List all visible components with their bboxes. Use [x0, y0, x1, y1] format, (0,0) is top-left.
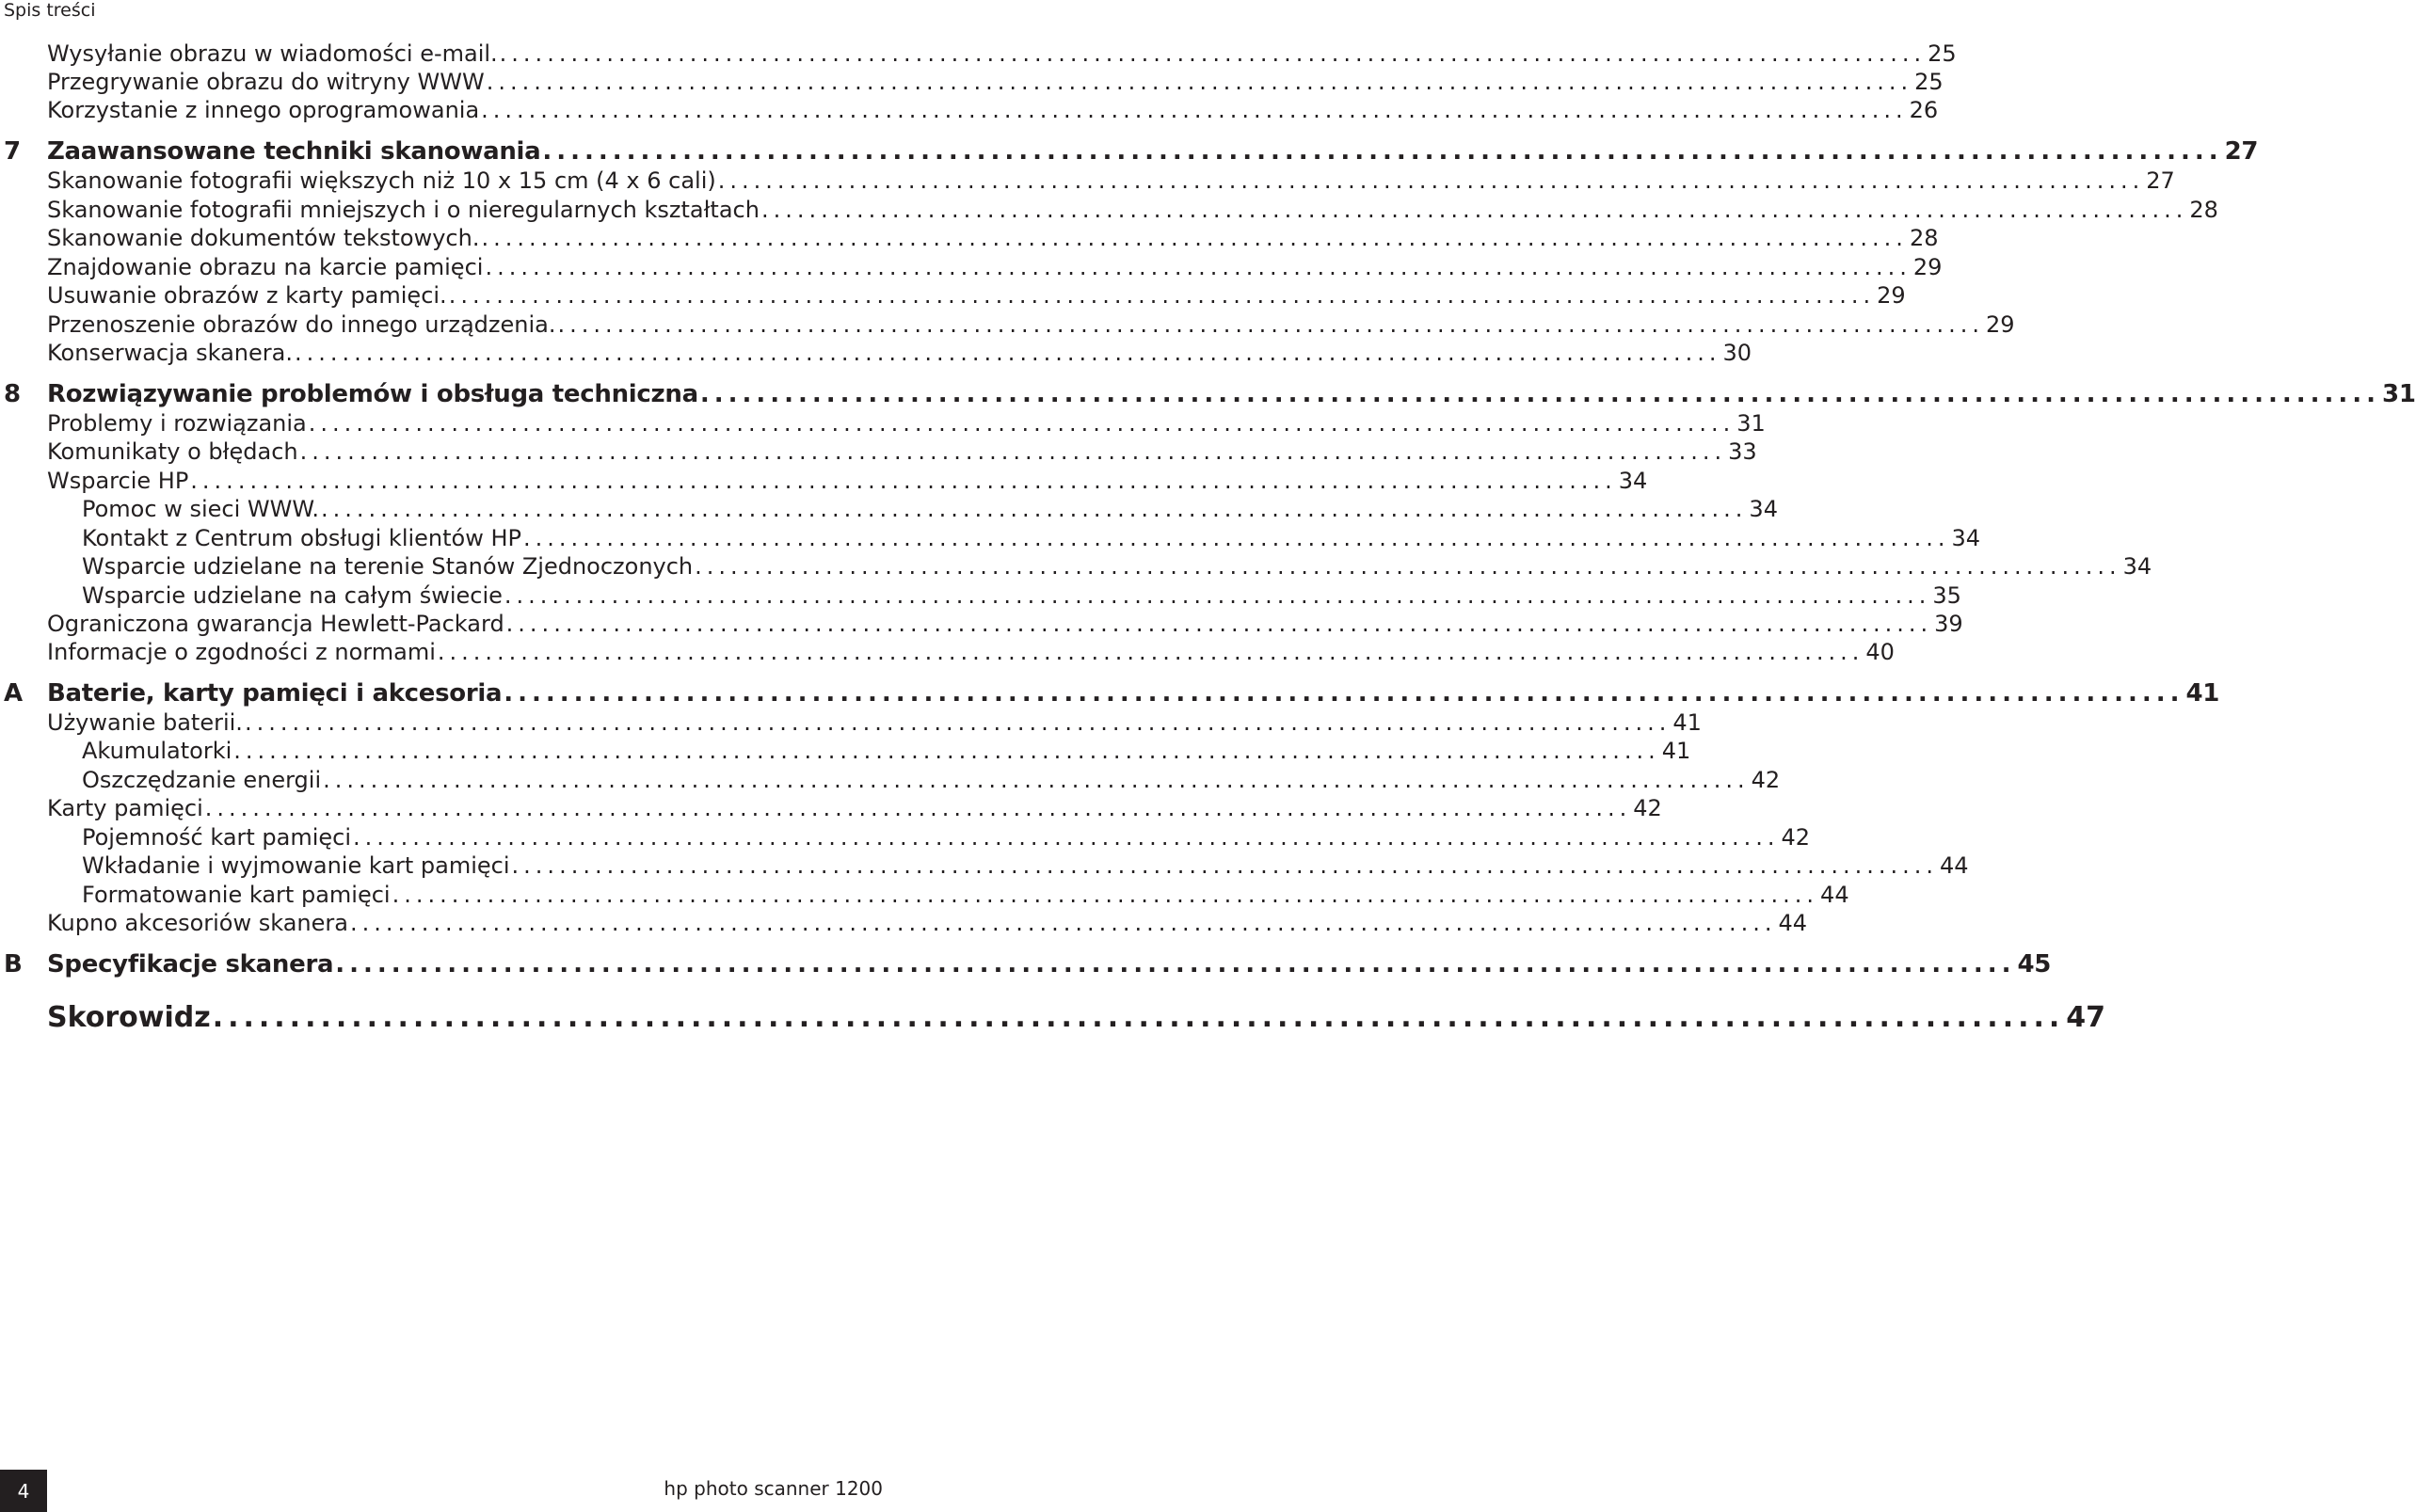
toc-entry[interactable] [47, 436, 1757, 468]
toc-entry-title: Kupno akcesoriów skanera [47, 910, 348, 936]
dot-leader: ........................................................................................................................ [294, 340, 1721, 366]
product-name: hp photo scanner 1200 [664, 1477, 883, 1500]
toc-entry-page: 28 [2189, 197, 2218, 223]
toc-entry-title: Skorowidz [47, 1001, 211, 1034]
toc-entry-title: Konserwacja skanera. [47, 340, 293, 366]
toc-entry-title: Wsparcie udzielane na terenie Stanów Zjednoczonych [82, 553, 694, 580]
dot-leader: ........................................................................................................................ [481, 225, 1908, 251]
toc-entry-page: 29 [1985, 311, 2015, 338]
toc-entry[interactable] [47, 94, 1939, 126]
dot-leader: ........................................................................................................................ [244, 709, 1672, 736]
dot-leader: ........................................................................................................................ [233, 738, 1660, 764]
toc-entry[interactable] [47, 608, 1963, 640]
toc-entry[interactable] [47, 677, 2220, 709]
toc-entry-page: 34 [1951, 525, 1981, 551]
toc-entry-page: 42 [1633, 795, 1662, 821]
toc-entry-title: Pojemność kart pamięci [82, 824, 352, 851]
toc-entry-page: 31 [2382, 380, 2416, 408]
toc-entry-page: 28 [1909, 225, 1939, 251]
dot-leader: ........................................................................................................................ [299, 438, 1727, 465]
dot-leader: ........................................................................................................................ [760, 197, 2188, 223]
dot-leader: ........................................................................................................................ [448, 282, 1876, 309]
toc-entry[interactable] [47, 407, 1766, 439]
toc-entry-page: 34 [1618, 468, 1648, 494]
toc-entry-title: Skanowanie fotografii mniejszych i o nieregularnych kształtach [47, 197, 760, 223]
toc-entry-title: Zaawansowane techniki skanowania [47, 137, 541, 166]
toc-entry-page: 31 [1736, 410, 1766, 437]
chapter-number: 8 [4, 380, 22, 408]
toc-entry-title: Kontakt z Centrum obsługi klientów HP [82, 525, 522, 551]
toc-entry[interactable] [47, 66, 1944, 98]
toc-entry[interactable] [47, 38, 1957, 70]
toc-entry-page: 44 [1778, 910, 1807, 936]
toc-entry-page: 35 [1932, 582, 1961, 609]
toc-entry-page: 34 [2122, 553, 2152, 580]
toc-entry-title: Przenoszenie obrazów do innego urządzenia. [47, 311, 556, 338]
toc-entry-page: 41 [1661, 738, 1691, 764]
toc-entry-page: 39 [1934, 611, 1963, 637]
toc-entry[interactable] [82, 879, 1849, 911]
dot-leader: ........................................................................................................................ [504, 679, 2184, 708]
toc-entry-title: Specyfikacje skanera [47, 950, 334, 979]
dot-leader: ........................................................................................................................ [212, 1001, 2065, 1034]
dot-leader: ........................................................................................................................ [437, 639, 1864, 665]
toc-entry-page: 41 [2185, 679, 2220, 708]
toc-entry[interactable] [47, 999, 2106, 1037]
dot-leader: ........................................................................................................................ [392, 882, 1819, 908]
toc-entry-page: 34 [1749, 496, 1778, 522]
toc-entry[interactable] [47, 251, 1943, 283]
toc-entry-title: Formatowanie kart pamięci [82, 882, 391, 908]
toc-entry-page: 42 [1751, 767, 1781, 793]
chapter-number: A [4, 679, 24, 708]
toc-entry[interactable] [82, 735, 1691, 767]
dot-leader: ........................................................................................................................ [320, 496, 1748, 522]
dot-leader: ........................................................................................................................ [717, 167, 2145, 194]
toc-entry-page: 29 [1912, 254, 1943, 280]
toc-entry-title: Wsparcie udzielane na całym świecie [82, 582, 503, 609]
toc-entry-page: 26 [1909, 97, 1939, 123]
running-header: Spis treści [4, 0, 96, 21]
toc-entry[interactable] [47, 309, 2015, 341]
dot-leader: ........................................................................................................................ [542, 137, 2223, 166]
page-number-box [0, 1470, 47, 1512]
toc-entry-title: Informacje o zgodności z normami [47, 639, 436, 665]
dot-leader: ........................................................................................................................ [349, 910, 1777, 936]
dot-leader: ........................................................................................................................ [190, 468, 1617, 494]
toc-entry-page: 41 [1672, 709, 1702, 736]
dot-leader: ........................................................................................................................ [699, 380, 2381, 408]
toc-entry-page: 42 [1781, 824, 1811, 851]
toc-entry[interactable] [82, 580, 1961, 612]
toc-entry-page: 33 [1728, 438, 1757, 465]
toc-entry[interactable] [82, 493, 1778, 525]
toc-entry[interactable] [82, 550, 2152, 582]
page-number: 4 [17, 1479, 30, 1503]
toc-entry-page: 27 [2224, 137, 2259, 166]
toc-entry-page: 30 [1722, 340, 1752, 366]
toc-entry-title: Wsparcie HP [47, 468, 189, 494]
toc-entry[interactable] [82, 522, 1981, 554]
toc-entry-title: Problemy i rozwiązania [47, 410, 307, 437]
toc-entry-title: Baterie, karty pamięci i akcesoria [47, 679, 503, 708]
dot-leader: ........................................................................................................................ [335, 950, 2016, 979]
toc-entry-title: Rozwiązywanie problemów i obsługa techniczna [47, 380, 698, 408]
toc-entry[interactable] [47, 222, 1939, 254]
toc-entry-page: 25 [1914, 69, 1944, 95]
toc-entry[interactable] [47, 337, 1752, 369]
toc-entry-title: Oszczędzanie energii [82, 767, 322, 793]
toc-entry[interactable] [82, 850, 1969, 882]
toc-entry[interactable] [47, 135, 2259, 167]
dot-leader: ........................................................................................................................ [485, 254, 1912, 280]
toc-entry[interactable] [82, 764, 1781, 796]
dot-leader: ........................................................................................................................ [695, 553, 2121, 580]
dot-leader: ........................................................................................................................ [353, 824, 1780, 851]
toc-entry-title: Skanowanie dokumentów tekstowych. [47, 225, 480, 251]
toc-entry-title: Karty pamięci [47, 795, 203, 821]
chapter-number: B [4, 950, 23, 979]
toc-entry-title: Komunikaty o błędach [47, 438, 298, 465]
dot-leader: ........................................................................................................................ [511, 852, 1939, 879]
toc-entry-title: Skanowanie fotografii większych niż 10 x 15 cm (4 x 6 cali) [47, 167, 716, 194]
dot-leader: ........................................................................................................................ [204, 795, 1632, 821]
dot-leader: ........................................................................................................................ [486, 69, 1913, 95]
toc-entry-title: Akumulatorki [82, 738, 232, 764]
toc-entry[interactable] [47, 194, 2218, 226]
toc-entry[interactable] [47, 279, 1906, 311]
toc-entry[interactable] [47, 636, 1895, 668]
toc-entry-page: 45 [2017, 950, 2052, 979]
toc-entry-page: 44 [1940, 852, 1969, 879]
toc-entry-page: 44 [1820, 882, 1849, 908]
toc-entry[interactable] [47, 792, 1662, 824]
toc-entry-title: Pomoc w sieci WWW. [82, 496, 319, 522]
toc-entry[interactable] [47, 707, 1702, 739]
toc-entry[interactable] [47, 907, 1807, 939]
dot-leader: ........................................................................................................................ [308, 410, 1736, 437]
dot-leader: ........................................................................................................................ [557, 311, 1984, 338]
toc-entry[interactable] [47, 165, 2175, 197]
toc-entry-title: Usuwanie obrazów z karty pamięci. [47, 282, 447, 309]
toc-entry[interactable] [47, 465, 1648, 497]
toc-entry-title: Przegrywanie obrazu do witryny WWW [47, 69, 485, 95]
toc-entry[interactable] [82, 821, 1811, 853]
chapter-number: 7 [4, 137, 22, 166]
toc-entry-title: Wysyłanie obrazu w wiadomości e-mail. [47, 40, 498, 67]
toc-entry-title: Korzystanie z innego oprogramowania [47, 97, 480, 123]
toc-entry-title: Znajdowanie obrazu na karcie pamięci [47, 254, 484, 280]
toc-entry-page: 29 [1877, 282, 1906, 309]
dot-leader: ........................................................................................................................ [481, 97, 1908, 123]
toc-entry-title: Wkładanie i wyjmowanie kart pamięci [82, 852, 510, 879]
dot-leader: ........................................................................................................................ [323, 767, 1750, 793]
toc-entry-page: 40 [1865, 639, 1895, 665]
dot-leader: ........................................................................................................................ [499, 40, 1927, 67]
toc-entry-title: Używanie baterii. [47, 709, 243, 736]
toc-entry-title: Ograniczona gwarancja Hewlett-Packard [47, 611, 504, 637]
dot-leader: ........................................................................................................................ [523, 525, 1950, 551]
dot-leader: ........................................................................................................................ [505, 611, 1933, 637]
toc-entry[interactable] [47, 948, 2052, 980]
toc-entry-page: 25 [1928, 40, 1957, 67]
toc-entry-page: 47 [2066, 1001, 2106, 1034]
toc-entry-page: 27 [2146, 167, 2175, 194]
dot-leader: ........................................................................................................................ [504, 582, 1931, 609]
toc-entry[interactable] [47, 378, 2416, 410]
